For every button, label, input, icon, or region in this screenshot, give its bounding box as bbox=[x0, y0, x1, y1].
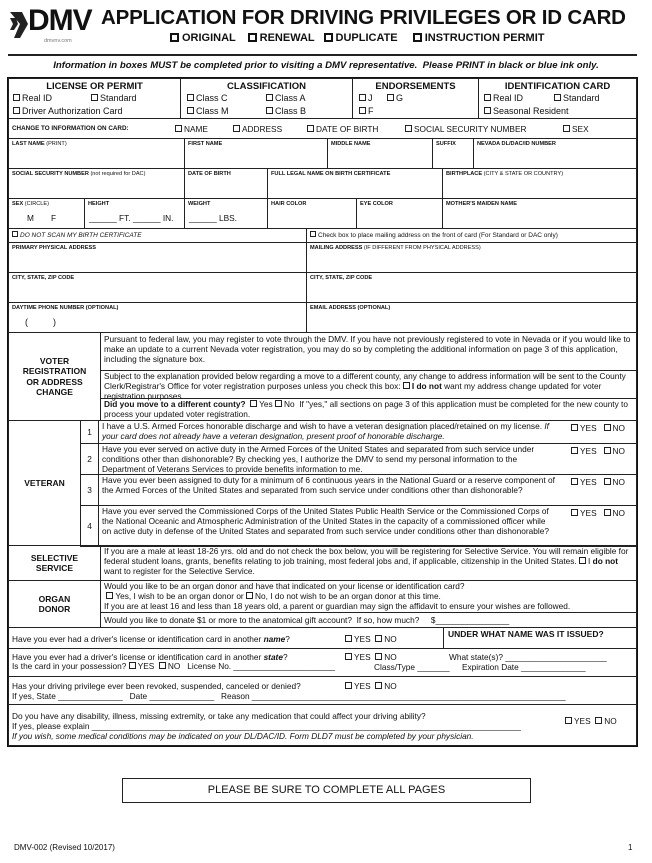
organ-donor-question: Would you like to be an organ donor and have that indicated on your license or identification card? Yes, I wish to be an organ donor or No, I do not wish to be an organ donor at this time. If you are at least 16 and less than 18 years old, a parent or guardian may sign the affidavit to ensure your wishes are followed. bbox=[100, 580, 637, 613]
page-number: 1 bbox=[628, 843, 633, 852]
veteran-yes-checkbox[interactable] bbox=[571, 509, 578, 516]
section-heading: LICENSE OR PERMIT bbox=[46, 81, 143, 92]
license-standard-checkbox[interactable]: Standard bbox=[91, 93, 137, 103]
veteran-no-checkbox[interactable] bbox=[604, 478, 611, 485]
phone-parens: ( ) bbox=[25, 317, 56, 327]
identification-card-section bbox=[478, 78, 637, 119]
nevada-id-number-field[interactable]: NEVADA DL/DAC/ID NUMBER bbox=[473, 138, 637, 169]
mailing-city-state-zip-field[interactable]: CITY, STATE, ZIP CODE bbox=[306, 272, 637, 303]
issued-name-field[interactable] bbox=[443, 627, 637, 649]
possession-yes-checkbox[interactable] bbox=[129, 662, 136, 669]
endorsement-g-checkbox[interactable]: G bbox=[387, 93, 403, 103]
weight-field[interactable]: WEIGHT ______ LBS. bbox=[184, 198, 268, 229]
sex-field[interactable]: SEX (CIRCLE) M F bbox=[8, 198, 85, 229]
disability-row: Do you have any disability, illness, missing extremity, or take any medication that could affect your driving ability? If yes, please explain _____________________________________________________________________________________________ If you wish, some medical conditions may be indicated on your DL/DAC/ID. Form DLD7 must be completed by your physician. YES NO bbox=[8, 704, 637, 746]
veteran-yes-checkbox[interactable] bbox=[571, 478, 578, 485]
other-name-row: Have you ever had a driver's license or identification card in another name? YES NO bbox=[8, 627, 444, 649]
other-state-row: Have you ever had a driver's license or identification card in another state? YES NO What state(s)? ______________________ Is the card in your possession? YES NO License No. ______________________ Class/Type _______ Expiration Date ______________ bbox=[8, 648, 637, 677]
disability-yes-checkbox[interactable] bbox=[565, 717, 572, 724]
voter-section-label: VOTER REGISTRATION OR ADDRESS CHANGE bbox=[8, 332, 101, 421]
revoked-details-input[interactable]: If yes, State ______________ Date ______________ Reason ____________________________________________________________________ bbox=[12, 691, 566, 702]
donation-amount-input[interactable]: $________________ bbox=[430, 615, 510, 625]
county-move-no-checkbox[interactable] bbox=[275, 400, 282, 407]
app-type-instruction-permit[interactable]: INSTRUCTION PERMIT bbox=[413, 32, 545, 44]
disability-no-checkbox[interactable] bbox=[595, 717, 602, 724]
ssn-field[interactable]: SOCIAL SECURITY NUMBER (not required for DAC) bbox=[8, 168, 185, 199]
height-units: ______ FT. ______ IN. bbox=[89, 213, 174, 223]
height-field[interactable]: HEIGHT ______ FT. ______ IN. bbox=[84, 198, 185, 229]
endorsement-j-checkbox[interactable]: J bbox=[359, 93, 373, 103]
veteran-item-number: 4 bbox=[80, 505, 99, 547]
complete-all-pages-notice: PLEASE BE SURE TO COMPLETE ALL PAGES bbox=[122, 778, 531, 803]
change-sex-checkbox[interactable]: SEX bbox=[563, 124, 589, 134]
no-scan-row bbox=[8, 228, 307, 243]
veteran-question: Have you ever been assigned to duty for a minimum of 6 continuous years in the National Guard or a reserve component of the Armed Forces of the United States and separated from such service under conditions other than dishonorable? YES NO bbox=[98, 474, 637, 506]
veteran-yes-checkbox[interactable] bbox=[571, 424, 578, 431]
revoked-yes-checkbox[interactable] bbox=[345, 682, 352, 689]
veteran-item-number: 2 bbox=[80, 443, 99, 475]
mail-front-checkbox[interactable]: Check box to place mailing address on the front of card (For Standard or DAC only) bbox=[310, 231, 558, 239]
veteran-section-label: VETERAN bbox=[8, 420, 81, 546]
veteran-yes-checkbox[interactable] bbox=[571, 447, 578, 454]
veteran-question: Have you ever served the Commissioned Corps of the United States Public Health Service or the Commissioned Corps of the National Oceanic and Atmospheric Administration of the United States in the capacity of a commissioned officer while on active duty in defense of the United States and separated from such service under conditions other than dishonorable? YES NO bbox=[98, 505, 637, 547]
selective-service-text: If you are a male at least 18-26 yrs. old and do not check the box below, you will be registering for Selective Service. You will remain eligible for federal student loans, grants, benefits relating to job training, most federal jobs and, if applicable, citizenship in the United States. I do not want to register for the Selective Service. bbox=[100, 545, 637, 581]
endorsements-section bbox=[352, 78, 479, 119]
change-dob-checkbox[interactable]: DATE OF BIRTH bbox=[307, 124, 378, 134]
change-ssn-checkbox[interactable]: SOCIAL SECURITY NUMBER bbox=[405, 124, 527, 134]
page-title: APPLICATION FOR DRIVING PRIVILEGES OR ID CARD bbox=[101, 6, 626, 29]
other-state-no-checkbox[interactable] bbox=[375, 653, 382, 660]
possession-no-checkbox[interactable] bbox=[159, 662, 166, 669]
suffix-field[interactable]: SUFFIX bbox=[432, 138, 474, 169]
dmv-logo bbox=[8, 4, 98, 48]
app-type-duplicate[interactable]: DUPLICATE bbox=[324, 32, 398, 44]
hair-color-field[interactable]: HAIR COLOR bbox=[267, 198, 357, 229]
sex-m[interactable]: M bbox=[27, 213, 34, 223]
other-state-yes-checkbox[interactable] bbox=[345, 653, 352, 660]
organ-donor-no-checkbox[interactable] bbox=[246, 592, 253, 599]
issued-name-label: UNDER WHAT NAME WAS IT ISSUED? bbox=[448, 629, 604, 639]
organ-donor-yes-checkbox[interactable] bbox=[106, 592, 113, 599]
logo-swoosh-icon bbox=[8, 10, 30, 40]
change-address-checkbox[interactable]: ADDRESS bbox=[233, 124, 282, 134]
mailing-address-field[interactable]: MAILING ADDRESS (IF DIFFERENT FROM PHYSICAL ADDRESS) bbox=[306, 242, 637, 273]
change-information-row bbox=[8, 118, 637, 139]
what-states-input[interactable]: What state(s)? ______________________ bbox=[449, 652, 607, 662]
app-type-original[interactable]: ORIGINAL bbox=[170, 32, 236, 44]
form-id: DMV-002 (Revised 10/2017) bbox=[14, 843, 115, 852]
selective-service-label: SELECTIVE SERVICE bbox=[8, 545, 101, 581]
class-m-checkbox[interactable]: Class M bbox=[187, 106, 229, 116]
voter-info-text: Pursuant to federal law, you may register to vote through the DMV. If you have not previously registered to vote in Nevada or if you would like to make an update to a current Nevada voter registration, you may do so by completing the additional information on page 3 of this application, including the signature box. bbox=[100, 332, 637, 371]
header-divider bbox=[8, 54, 637, 56]
classification-section bbox=[180, 78, 353, 119]
other-name-yes-checkbox[interactable] bbox=[345, 635, 352, 642]
mail-front-row bbox=[306, 228, 637, 243]
birth-certificate-name-field[interactable]: FULL LEGAL NAME ON BIRTH CERTIFICATE bbox=[267, 168, 443, 199]
section-heading: ENDORSEMENTS bbox=[375, 81, 456, 92]
veteran-no-checkbox[interactable] bbox=[604, 424, 611, 431]
logo-url: dmvnv.com bbox=[44, 38, 72, 44]
section-heading: CLASSIFICATION bbox=[227, 81, 306, 92]
mothers-maiden-name-field[interactable]: MOTHER'S MAIDEN NAME bbox=[442, 198, 637, 229]
disability-note: If you wish, some medical conditions may be indicated on your DL/DAC/ID. Form DLD7 must be completed by your physician. bbox=[12, 731, 474, 742]
class-b-checkbox[interactable]: Class B bbox=[266, 106, 306, 116]
license-or-permit-section bbox=[8, 78, 181, 119]
email-field[interactable]: EMAIL ADDRESS (OPTIONAL) bbox=[306, 302, 637, 333]
class-c-checkbox[interactable]: Class C bbox=[187, 93, 228, 103]
id-real-id-checkbox[interactable]: Real ID bbox=[484, 93, 523, 103]
change-name-checkbox[interactable]: NAME bbox=[175, 124, 208, 134]
veteran-no-checkbox[interactable] bbox=[604, 447, 611, 454]
phone-field[interactable]: DAYTIME PHONE NUMBER (OPTIONAL) ( ) bbox=[8, 302, 307, 333]
birthplace-field[interactable]: BIRTHPLACE (CITY & STATE OR COUNTRY) bbox=[442, 168, 637, 199]
county-move-yes-checkbox[interactable] bbox=[250, 400, 257, 407]
other-name-no-checkbox[interactable] bbox=[375, 635, 382, 642]
weight-unit: ______ LBS. bbox=[189, 213, 237, 223]
license-number-input[interactable]: License No. ______________________ bbox=[187, 661, 335, 672]
first-name-field[interactable]: FIRST NAME bbox=[184, 138, 328, 169]
app-type-renewal[interactable]: RENEWAL bbox=[248, 32, 315, 44]
physical-city-state-zip-field[interactable]: CITY, STATE, ZIP CODE bbox=[8, 272, 307, 303]
no-scan-checkbox[interactable]: DO NOT SCAN MY BIRTH CERTIFICATE bbox=[12, 231, 142, 239]
application-type-row bbox=[170, 32, 545, 44]
class-a-checkbox[interactable]: Class A bbox=[266, 93, 306, 103]
section-heading: IDENTIFICATION CARD bbox=[504, 81, 611, 92]
organ-donor-label: ORGAN DONOR bbox=[8, 580, 101, 628]
id-standard-checkbox[interactable]: Standard bbox=[554, 93, 600, 103]
last-name-field[interactable]: LAST NAME (PRINT) bbox=[8, 138, 185, 169]
sex-f[interactable]: F bbox=[51, 213, 57, 223]
veteran-item-number: 1 bbox=[80, 420, 99, 444]
voter-opt-out-row: Subject to the explanation provided below regarding a move to a different county, any change to address information will be sent to the County Clerk/Registrar's Office for voter registration purposes unless you check this box: I do not want my address change updated for voter registration purposes. bbox=[100, 370, 637, 399]
endorsement-f-checkbox[interactable]: F bbox=[359, 106, 374, 116]
driver-authorization-card-checkbox[interactable]: Driver Authorization Card bbox=[13, 106, 123, 116]
veteran-item-number: 3 bbox=[80, 474, 99, 506]
county-move-row: Did you move to a different county? Yes No If "yes," all sections on page 3 of this application must be completed for the new county to process your updated voter registration. bbox=[100, 398, 637, 421]
expiration-date-input[interactable]: Expiration Date ______________ bbox=[462, 662, 586, 672]
voter-opt-out-checkbox[interactable] bbox=[403, 382, 410, 389]
veteran-question: I have a U.S. Armed Forces honorable discharge and wish to have a veteran designation placed/retained on my license. If your card does not already have a veteran designation, present proof of honorable discharge. YES NO bbox=[98, 420, 637, 444]
class-type-input[interactable]: Class/Type _______ bbox=[374, 662, 450, 672]
eye-color-field[interactable]: EYE COLOR bbox=[356, 198, 443, 229]
change-info-label: CHANGE TO INFORMATION ON CARD: bbox=[12, 125, 129, 132]
middle-name-field[interactable]: MIDDLE NAME bbox=[327, 138, 433, 169]
revoked-no-checkbox[interactable] bbox=[375, 682, 382, 689]
logo-text: DMV bbox=[28, 4, 92, 37]
selective-opt-out-checkbox[interactable] bbox=[579, 557, 586, 564]
seasonal-resident-checkbox[interactable]: Seasonal Resident bbox=[484, 106, 569, 116]
license-real-id-checkbox[interactable]: Real ID bbox=[13, 93, 52, 103]
disability-explain-input[interactable]: If yes, please explain _____________________________________________________________________________________________ bbox=[12, 721, 521, 732]
veteran-question: Have you ever served on active duty in the Armed Forces of the United States and separated from such service under conditions other than dishonorable? By checking yes, I authorize the DMV to send my personal information to the Department of Veterans Services to provide benefits information to me. YES NO bbox=[98, 443, 637, 475]
anatomical-gift-row: Would you like to donate $1 or more to the anatomical gift account? If so, how much? $________________ bbox=[100, 612, 637, 628]
veteran-no-checkbox[interactable] bbox=[604, 509, 611, 516]
date-of-birth-field[interactable]: DATE OF BIRTH bbox=[184, 168, 268, 199]
revoked-row: Has your driving privilege ever been revoked, suspended, canceled or denied? YES NO If yes, State ______________ Date ______________ Reason ____________________________________________________________________ bbox=[8, 676, 637, 705]
instructions-notice: Information in boxes MUST be completed prior to visiting a DMV representative. Please PRINT in black or blue ink only. bbox=[53, 60, 599, 71]
physical-address-field[interactable]: PRIMARY PHYSICAL ADDRESS bbox=[8, 242, 307, 273]
